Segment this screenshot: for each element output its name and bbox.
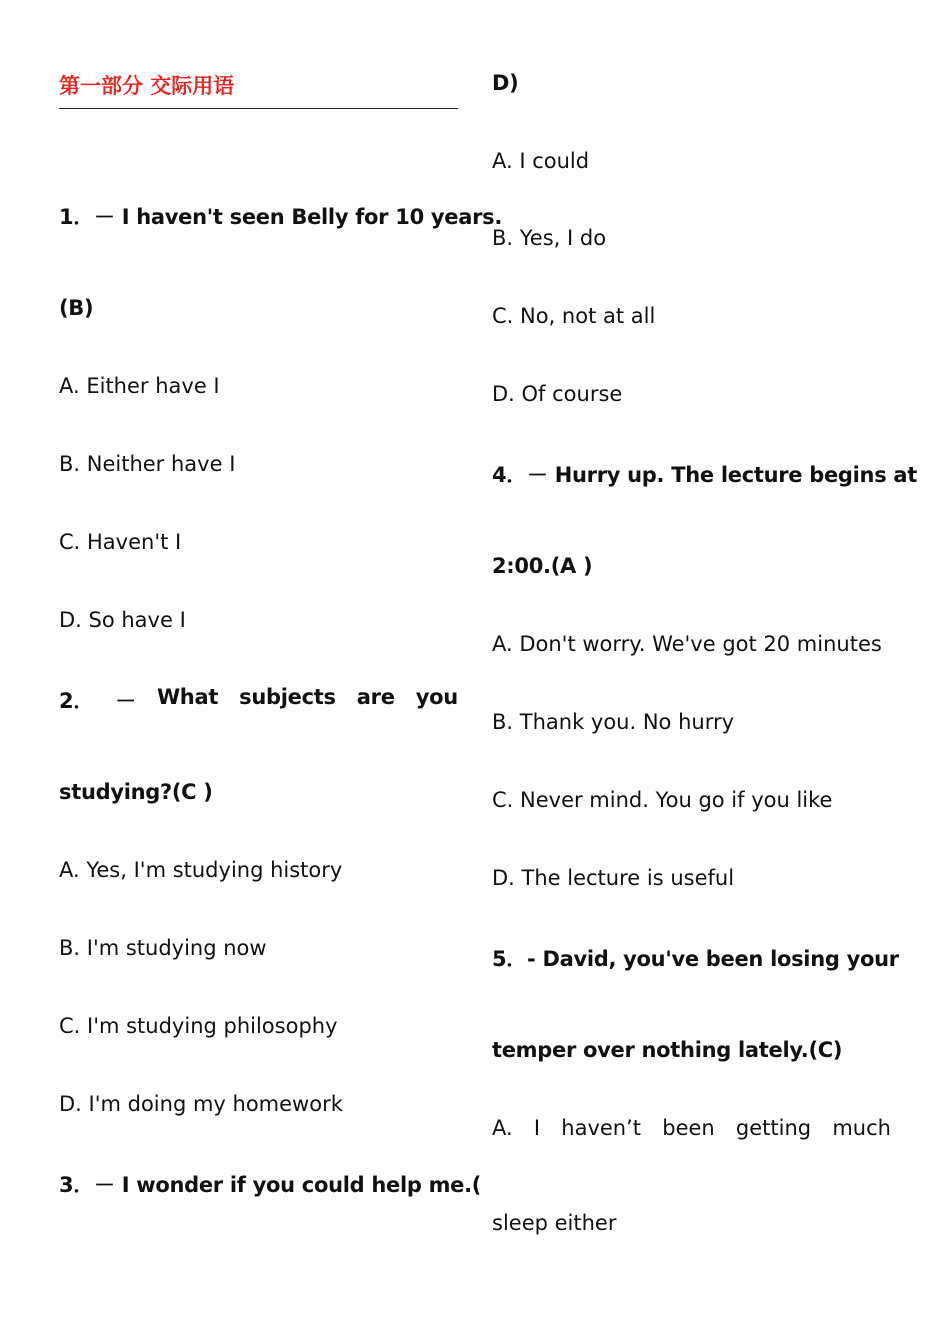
question-5-line1: 5．- David, you've been losing your	[492, 947, 899, 971]
q1-option-a: A. Either have I	[59, 374, 220, 398]
q2-option-a: A. Yes, I'm studying history	[59, 858, 343, 882]
question-3-line1: 3．－ I wonder if you could help me.(	[59, 1173, 482, 1197]
q1-option-d: D. So have I	[59, 608, 186, 632]
question-1-line2: (B)	[59, 296, 94, 320]
question-5-line2: temper over nothing lately.(C)	[492, 1038, 843, 1062]
q2-word: you	[415, 685, 458, 709]
question-1-line1: 1．－ I haven't seen Belly for 10 years.	[59, 205, 503, 229]
question-4-line2: 2:00.(A )	[492, 554, 593, 578]
question-2-line1	[59, 685, 458, 715]
q4-option-b: B. Thank you. No hurry	[492, 710, 735, 734]
q5-option-a-line2: sleep either	[492, 1211, 617, 1235]
q3-option-c: C. No, not at all	[492, 304, 656, 328]
q4-option-d: D. The lecture is useful	[492, 866, 735, 890]
q5a-word: I	[533, 1116, 541, 1140]
question-2-line2: studying?(C )	[59, 780, 213, 804]
q5a-word: been	[662, 1116, 715, 1140]
q2-option-b: B. I'm studying now	[59, 936, 267, 960]
q4-option-a: A. Don't worry. We've got 20 minutes	[492, 632, 882, 656]
question-3-line2: D)	[492, 71, 519, 95]
q3-option-a: A. I could	[492, 149, 590, 173]
q3-option-d: D. Of course	[492, 382, 623, 406]
q2-option-c: C. I'm studying philosophy	[59, 1014, 338, 1038]
q5a-word: haven’t	[561, 1116, 642, 1140]
q2-option-d: D. I'm doing my homework	[59, 1092, 343, 1116]
q4-option-c: C. Never mind. You go if you like	[492, 788, 833, 812]
q2-word: 2．	[59, 689, 95, 713]
q5a-word: getting	[735, 1116, 812, 1140]
q1-option-b: B. Neither have I	[59, 452, 236, 476]
q5-option-a-line1	[492, 1116, 891, 1140]
q2-word: are	[356, 685, 395, 709]
q2-word: －	[115, 689, 136, 713]
heading-divider	[59, 108, 458, 109]
q5a-word: A.	[492, 1116, 513, 1140]
question-4-line1: 4．－ Hurry up. The lecture begins at	[492, 463, 918, 487]
section-heading: 第一部分 交际用语	[59, 74, 235, 98]
q1-option-c: C. Haven't I	[59, 530, 182, 554]
q2-word: What	[156, 685, 219, 709]
q2-word: subjects	[239, 685, 336, 709]
q3-option-b: B. Yes, I do	[492, 226, 607, 250]
q5a-word: much	[832, 1116, 891, 1140]
